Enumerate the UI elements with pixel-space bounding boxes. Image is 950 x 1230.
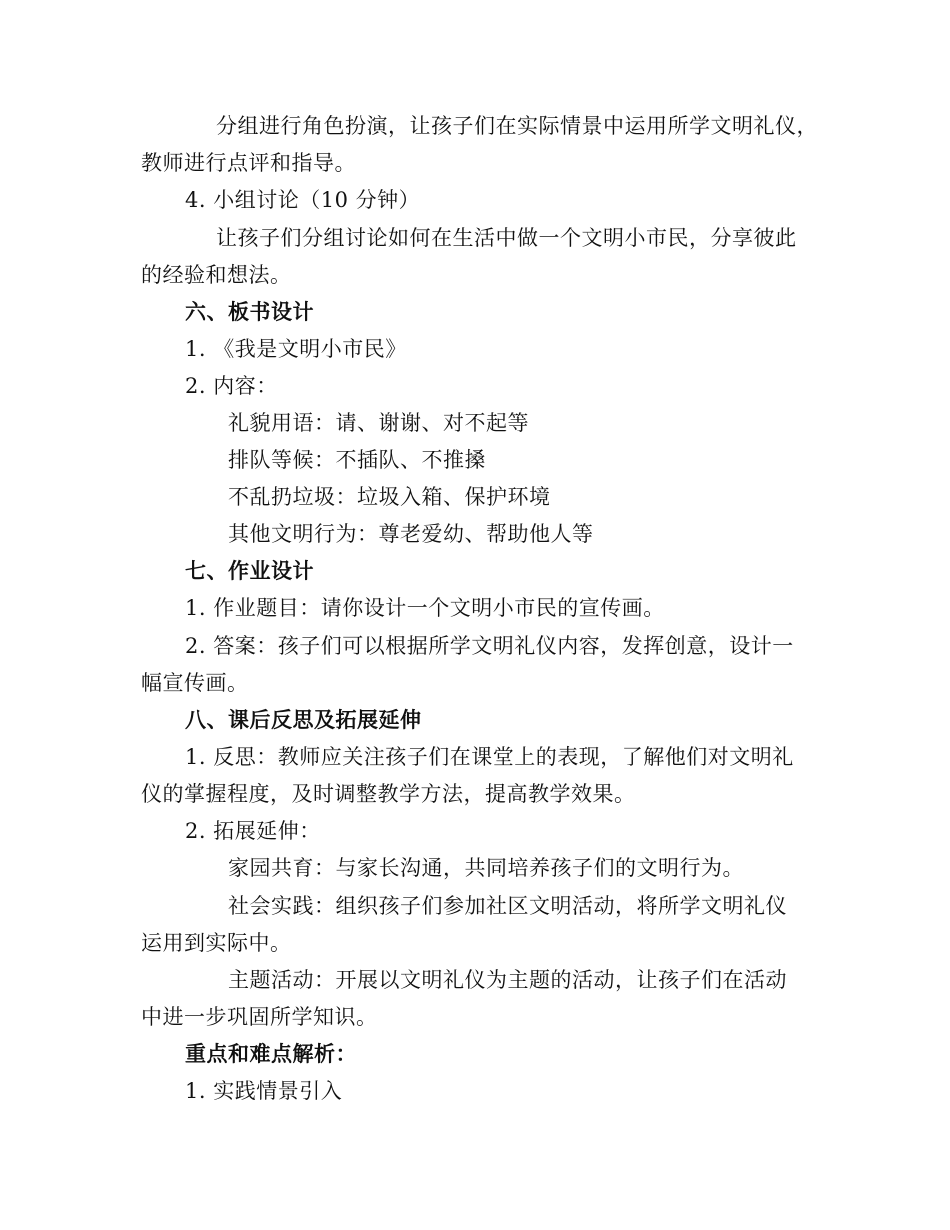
paragraph-line: 的经验和想法。 (141, 263, 292, 287)
list-item: 1. 作业题目：请你设计一个文明小市民的宣传画。 (185, 596, 665, 620)
list-item: 2. 内容： (185, 374, 278, 398)
list-item: 1. 反思：教师应关注孩子们在课堂上的表现，了解他们对文明礼 (185, 745, 794, 769)
paragraph-line: 幅宣传画。 (141, 671, 249, 695)
sub-item: 礼貌用语：请、谢谢、对不起等 (228, 411, 529, 435)
paragraph-line: 中进一步巩固所学知识。 (141, 1005, 378, 1029)
sub-item: 排队等候：不插队、不推搡 (228, 448, 486, 472)
list-item: 1. 实践情景引入 (185, 1079, 343, 1103)
paragraph-line: 教师进行点评和指导。 (141, 151, 356, 175)
section-heading: 重点和难点解析： (185, 1041, 357, 1066)
list-item: 4. 小组讨论（10 分钟） (185, 188, 421, 212)
list-item: 2. 拓展延伸： (185, 819, 321, 843)
list-item: 2. 答案：孩子们可以根据所学文明礼仪内容，发挥创意，设计一 (185, 634, 794, 658)
sub-item: 不乱扔垃圾：垃圾入箱、保护环境 (228, 485, 551, 509)
section-heading: 七、作业设计 (185, 558, 314, 583)
sub-item: 主题活动：开展以文明礼仪为主题的活动，让孩子们在活动 (228, 968, 787, 992)
paragraph-line: 仪的掌握程度，及时调整教学方法，提高教学效果。 (141, 782, 636, 806)
sub-item: 社会实践：组织孩子们参加社区文明活动，将所学文明礼仪 (228, 894, 787, 918)
paragraph-line: 运用到实际中。 (141, 931, 292, 955)
section-heading: 六、板书设计 (185, 299, 314, 324)
sub-item: 其他文明行为：尊老爱幼、帮助他人等 (228, 522, 594, 546)
list-item: 1. 《我是文明小市民》 (185, 337, 407, 361)
sub-item: 家园共育：与家长沟通，共同培养孩子们的文明行为。 (228, 856, 744, 880)
paragraph-line: 让孩子们分组讨论如何在生活中做一个文明小市民，分享彼此 (216, 226, 797, 250)
paragraph-line: 分组进行角色扮演，让孩子们在实际情景中运用所学文明礼仪， (216, 114, 818, 138)
section-heading: 八、课后反思及拓展延伸 (185, 707, 422, 732)
